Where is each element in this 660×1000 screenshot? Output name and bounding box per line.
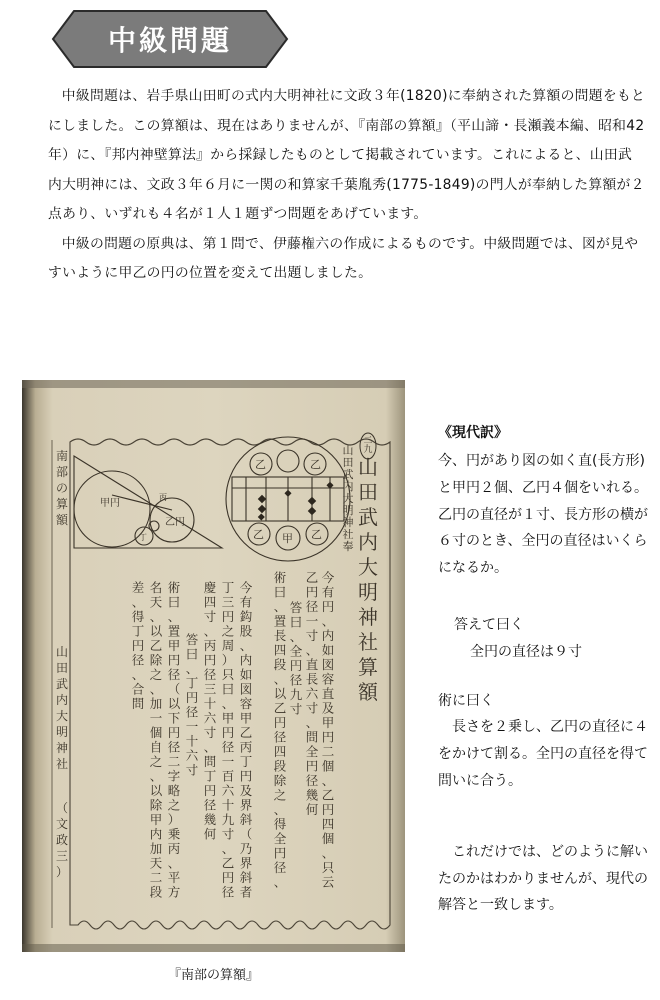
translation-note: これだけでは、どのように解いたのかはわかりませんが、現代の解答と一致します。 bbox=[438, 843, 648, 914]
circle-label: 甲 bbox=[282, 532, 293, 545]
scan-text-column: 乙円径一寸、直長六寸、問全円径幾何 bbox=[305, 570, 319, 817]
scan-text-column: 今有鈎股、内如図容甲乙丙丁円及界斜（乃界斜者 bbox=[239, 580, 253, 900]
translation-problem: 今、円があり図の如く直(長方形)と甲円２個、乙円４個をいれる。乙円の直径が１寸、長方形の横が６寸のとき、全円の直径はいくらになるか。 bbox=[438, 453, 648, 577]
intro-paragraph: 中級の問題の原典は、第１問で、伊藤権六の作成によるものです。中級問題では、図が見やすいように甲乙の円の位置を変えて出題しました。 bbox=[48, 235, 639, 281]
scan-text-column: 答曰、丁円径一十六寸 bbox=[185, 632, 199, 778]
circle-label: 丁 bbox=[139, 533, 147, 542]
scan-text-column: 術曰、置長四段、以乙円径四段除之、得全円径、 bbox=[273, 570, 287, 890]
scan-text-column: 今有円、内如図容直及甲円二個、乙円四個、只云 bbox=[321, 570, 335, 890]
sangaku-book-scan bbox=[22, 380, 405, 952]
scan-text-column: 差、得丁円径、合問 bbox=[131, 580, 145, 711]
circle-label: 乙円 bbox=[165, 517, 185, 528]
intro-paragraph: 中級問題は、岩手県山田町の式内大明神社に文政３年(1820)に奉納された算額の問題をもとにしました。この算額は、現在はありませんが、『南部の算額』（平山諦・長瀬義本編、昭和42年）に、『邦内神壁算法』から採録したものとして掲載されています。これによると、山田武内大明神には、文政３年６月に一関の和算家千葉胤秀(1775-1849)の門人が奉納した算額が２点あり、いずれも４名が１人１題ずつ問題をあげています。 bbox=[48, 88, 646, 222]
circle-label: 乙 bbox=[255, 458, 266, 471]
scan-title-column: 山田武内大明神社算額 bbox=[358, 455, 378, 704]
modern-translation bbox=[438, 420, 652, 919]
method-text: 長さを２乗し、乙円の直径に４をかけて割る。全円の直径を得て問いに合う。 bbox=[438, 719, 648, 789]
page-title: 中級問題 bbox=[107, 24, 232, 57]
method-label: 術に曰く bbox=[438, 692, 494, 709]
scan-text-column: 答曰、全円径九寸 bbox=[289, 600, 303, 717]
figure-caption: 『南部の算額』 bbox=[167, 968, 259, 983]
circle-label: 甲円 bbox=[100, 498, 120, 509]
scan-side-column: （文政三） bbox=[55, 801, 69, 879]
page-number: 二九 bbox=[363, 436, 373, 455]
answer-value: 全円の直径は９寸 bbox=[470, 643, 582, 660]
scan-text-column: 術曰、置甲円径（以下円径二字略之）乗丙、平方 bbox=[167, 580, 181, 900]
intro-text bbox=[48, 82, 646, 289]
circle-label: 乙 bbox=[311, 528, 322, 541]
scan-text-column: 山田武内大明神社奉 bbox=[342, 444, 354, 553]
scan-text-column: 名天、以乙除之、加一個自之、以除甲内加天二段 bbox=[149, 580, 163, 900]
scan-side-column: 山田武内大明神社 bbox=[55, 645, 69, 771]
answer-label: 答えて曰く bbox=[454, 616, 524, 633]
scan-side-column: 南部の算額 bbox=[55, 449, 69, 527]
scan-text-column: 慶四寸、丙円径三十六寸、問丁円径幾何 bbox=[203, 580, 217, 842]
scan-text-column: 丁三円之周）只曰、甲円径一百六十九寸、乙円径 bbox=[221, 580, 235, 900]
circle-label: 乙 bbox=[310, 458, 321, 471]
circle-label: 丙 bbox=[159, 493, 167, 502]
page-banner bbox=[50, 8, 290, 70]
translation-heading: 《現代訳》 bbox=[438, 425, 508, 441]
circle-label: 乙 bbox=[253, 528, 264, 541]
